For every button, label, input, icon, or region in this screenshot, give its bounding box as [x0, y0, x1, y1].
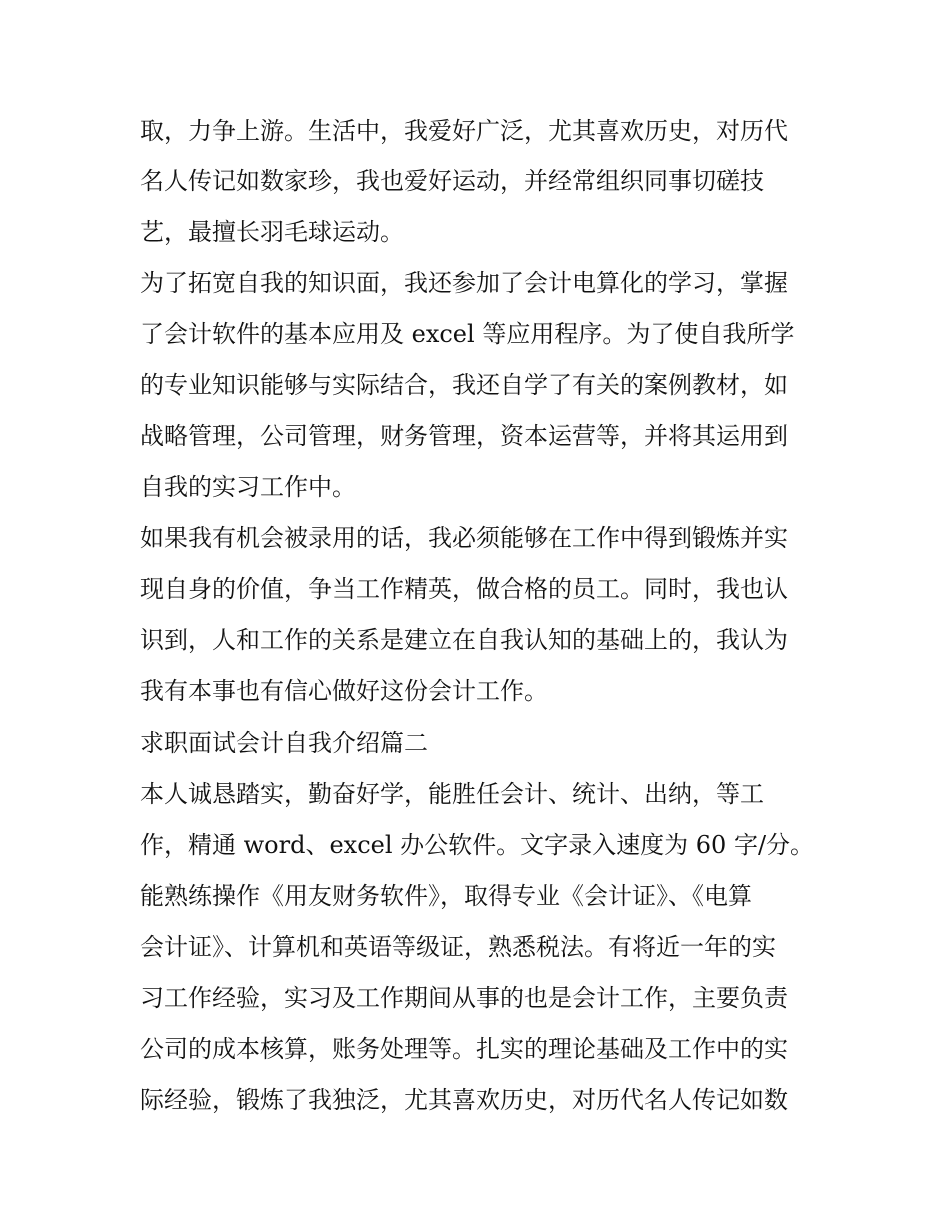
text-line: 习工作经验，实习及工作期间从事的也是会计工作，主要负责 [140, 984, 788, 1012]
text-line: 识到，人和工作的关系是建立在自我认知的基础上的，我认为 [140, 626, 788, 654]
text-line: 了会计软件的基本应用及 excel 等应用程序。为了使自我所学 [140, 320, 795, 348]
text-line: 艺，最擅长羽毛球运动。 [140, 218, 404, 246]
text-line: 我有本事也有信心做好这份会计工作。 [140, 677, 548, 705]
paragraph [140, 871, 815, 1126]
text-line: 会计证》、计算机和英语等级证，熟悉税法。有将近一年的实 [140, 933, 776, 961]
paragraph [140, 769, 815, 871]
paragraph [140, 513, 815, 717]
document-body [140, 106, 815, 1126]
text-line: 战略管理，公司管理，财务管理，资本运营等，并将其运用到 [140, 422, 788, 450]
paragraph [140, 258, 815, 513]
paragraph [140, 106, 815, 258]
text-line: 现自身的价值，争当工作精英，做合格的员工。同时，我也认 [140, 575, 788, 603]
section-heading: 求职面试会计自我介绍篇二 [140, 729, 428, 757]
text-line: 能熟练操作《用友财务软件》，取得专业《会计证》、《电算 [140, 882, 752, 910]
text-line: 取，力争上游。生活中，我爱好广泛，尤其喜欢历史，对历代 [140, 117, 788, 145]
text-line: 自我的实习工作中。 [140, 473, 356, 501]
text-line: 本人诚恳踏实，勤奋好学，能胜任会计、统计、出纳，等工 [140, 780, 764, 808]
text-line: 名人传记如数家珍，我也爱好运动，并经常组织同事切磋技 [140, 167, 764, 195]
text-line: 公司的成本核算，账务处理等。扎实的理论基础及工作中的实 [140, 1035, 788, 1063]
text-line: 如果我有机会被录用的话，我必须能够在工作中得到锻炼并实 [140, 524, 788, 552]
text-line: 际经验，锻炼了我独泛，尤其喜欢历史，对历代名人传记如数 [140, 1086, 788, 1114]
text-line: 为了拓宽自我的知识面，我还参加了会计电算化的学习，掌握 [140, 269, 788, 297]
text-line: 作，精通 word、excel 办公软件。文字录入速度为 60 字/分。 [140, 831, 815, 859]
text-line: 的专业知识能够与实际结合，我还自学了有关的案例教材，如 [140, 371, 788, 399]
